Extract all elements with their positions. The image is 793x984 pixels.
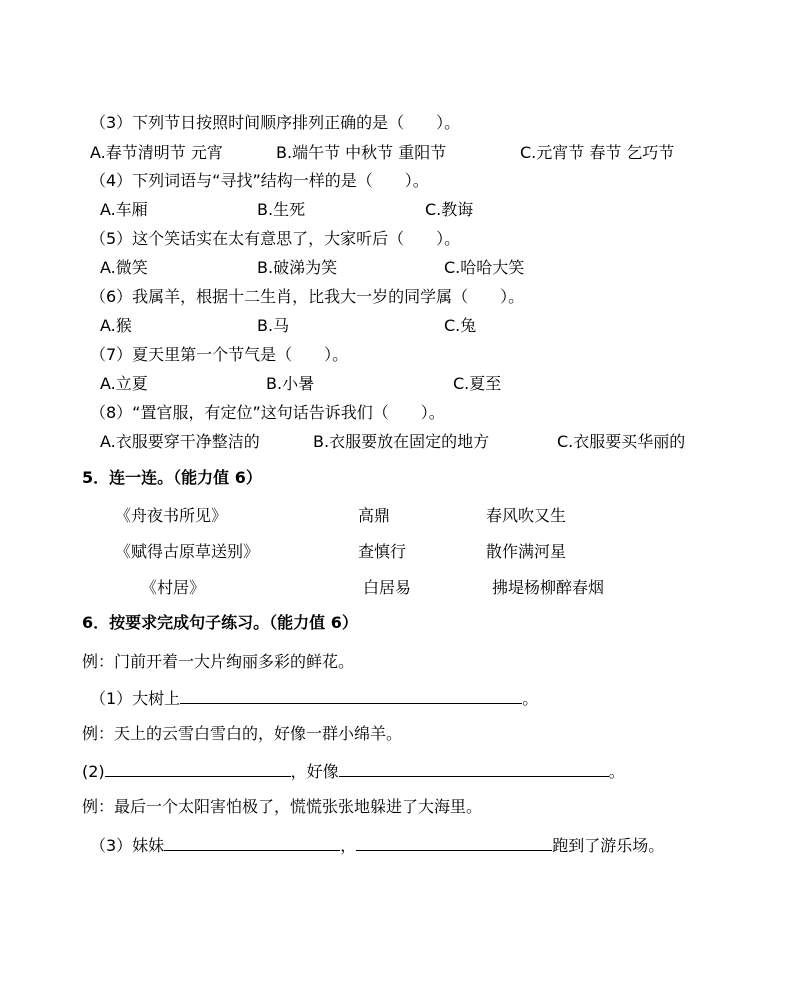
practice-sentence-2: [82, 760, 625, 783]
q6-option-a: A.猴: [100, 316, 132, 335]
answer-blank-2a[interactable]: [105, 760, 291, 777]
q7-option-c: C.夏至: [453, 374, 502, 393]
match-author[interactable]: 白居易: [363, 578, 412, 597]
q7-option-b: B.小暑: [266, 374, 315, 393]
practice-1-end: 。: [522, 689, 539, 708]
practice-2-prefix: (2): [82, 762, 105, 781]
q4-option-b: B.生死: [257, 200, 306, 219]
match-line[interactable]: 拂堤杨柳醉春烟: [492, 578, 605, 597]
section5-title: 5．连一连。（能力值 6）: [82, 468, 262, 487]
example-sentence-3: 例：最后一个太阳害怕极了，慌慌张张地躲进了大海里。: [82, 797, 483, 816]
q8-option-c: C.衣服要买华丽的: [557, 432, 686, 451]
section6-title: 6．按要求完成句子练习。（能力值 6）: [82, 613, 358, 632]
q7-stem: （7）夏天里第一个节气是（ ）。: [90, 345, 349, 364]
example-sentence-1: 例：门前开着一大片绚丽多彩的鲜花。: [82, 652, 355, 671]
q7-option-a: A.立夏: [100, 374, 148, 393]
answer-blank-1[interactable]: [180, 687, 522, 704]
answer-blank-3a[interactable]: [164, 834, 340, 851]
q3-option-c: C.元宵节 春节 乞巧节: [520, 143, 675, 162]
q5-option-b: B.破涕为笑: [257, 258, 338, 277]
q8-option-a: A.衣服要穿干净整洁的: [100, 432, 260, 451]
q5-option-c: C.哈哈大笑: [444, 258, 525, 277]
match-author[interactable]: 高鼎: [358, 506, 391, 525]
match-poem[interactable]: 《舟夜书所见》: [115, 506, 228, 525]
q6-option-c: C.兔: [444, 316, 477, 335]
q8-stem: （8）“置官服，有定位”这句话告诉我们（ ）。: [90, 403, 445, 422]
practice-2-end: 。: [608, 762, 625, 781]
match-poem[interactable]: 《赋得古原草送别》: [115, 542, 260, 561]
practice-1-prefix: （1）大树上: [90, 689, 181, 708]
q4-option-c: C.教诲: [425, 200, 474, 219]
match-author[interactable]: 查慎行: [358, 542, 407, 561]
match-line[interactable]: 散作满河星: [486, 542, 567, 561]
example-sentence-2: 例：天上的云雪白雪白的，好像一群小绵羊。: [82, 724, 403, 743]
answer-blank-3b[interactable]: [356, 834, 552, 851]
q8-option-b: B.衣服要放在固定的地方: [313, 432, 490, 451]
practice-sentence-1: [90, 687, 538, 710]
q5-option-a: A.微笑: [100, 258, 148, 277]
answer-blank-2b[interactable]: [339, 760, 609, 777]
q3-option-a: A.春节清明节 元宵: [90, 143, 223, 162]
q6-stem: （6）我属羊，根据十二生肖，比我大一岁的同学属（ ）。: [90, 287, 525, 306]
q3-stem: （3）下列节日按照时间顺序排列正确的是（ ）。: [90, 113, 461, 132]
practice-sentence-3: [90, 834, 664, 857]
practice-3-end: 跑到了游乐场。: [552, 836, 665, 855]
practice-3-prefix: （3）妹妹: [90, 836, 165, 855]
practice-3-mid: ，: [340, 836, 357, 855]
match-poem[interactable]: 《村居》: [141, 578, 206, 597]
practice-2-mid: ，好像: [290, 762, 339, 781]
match-line[interactable]: 春风吹又生: [486, 506, 567, 525]
q4-stem: （4）下列词语与“寻找”结构一样的是（ ）。: [90, 171, 429, 190]
q6-option-b: B.马: [257, 316, 290, 335]
q4-option-a: A.车厢: [100, 200, 148, 219]
q5-stem: （5）这个笑话实在太有意思了，大家听后（ ）。: [90, 229, 461, 248]
q3-option-b: B.端午节 中秋节 重阳节: [276, 143, 447, 162]
